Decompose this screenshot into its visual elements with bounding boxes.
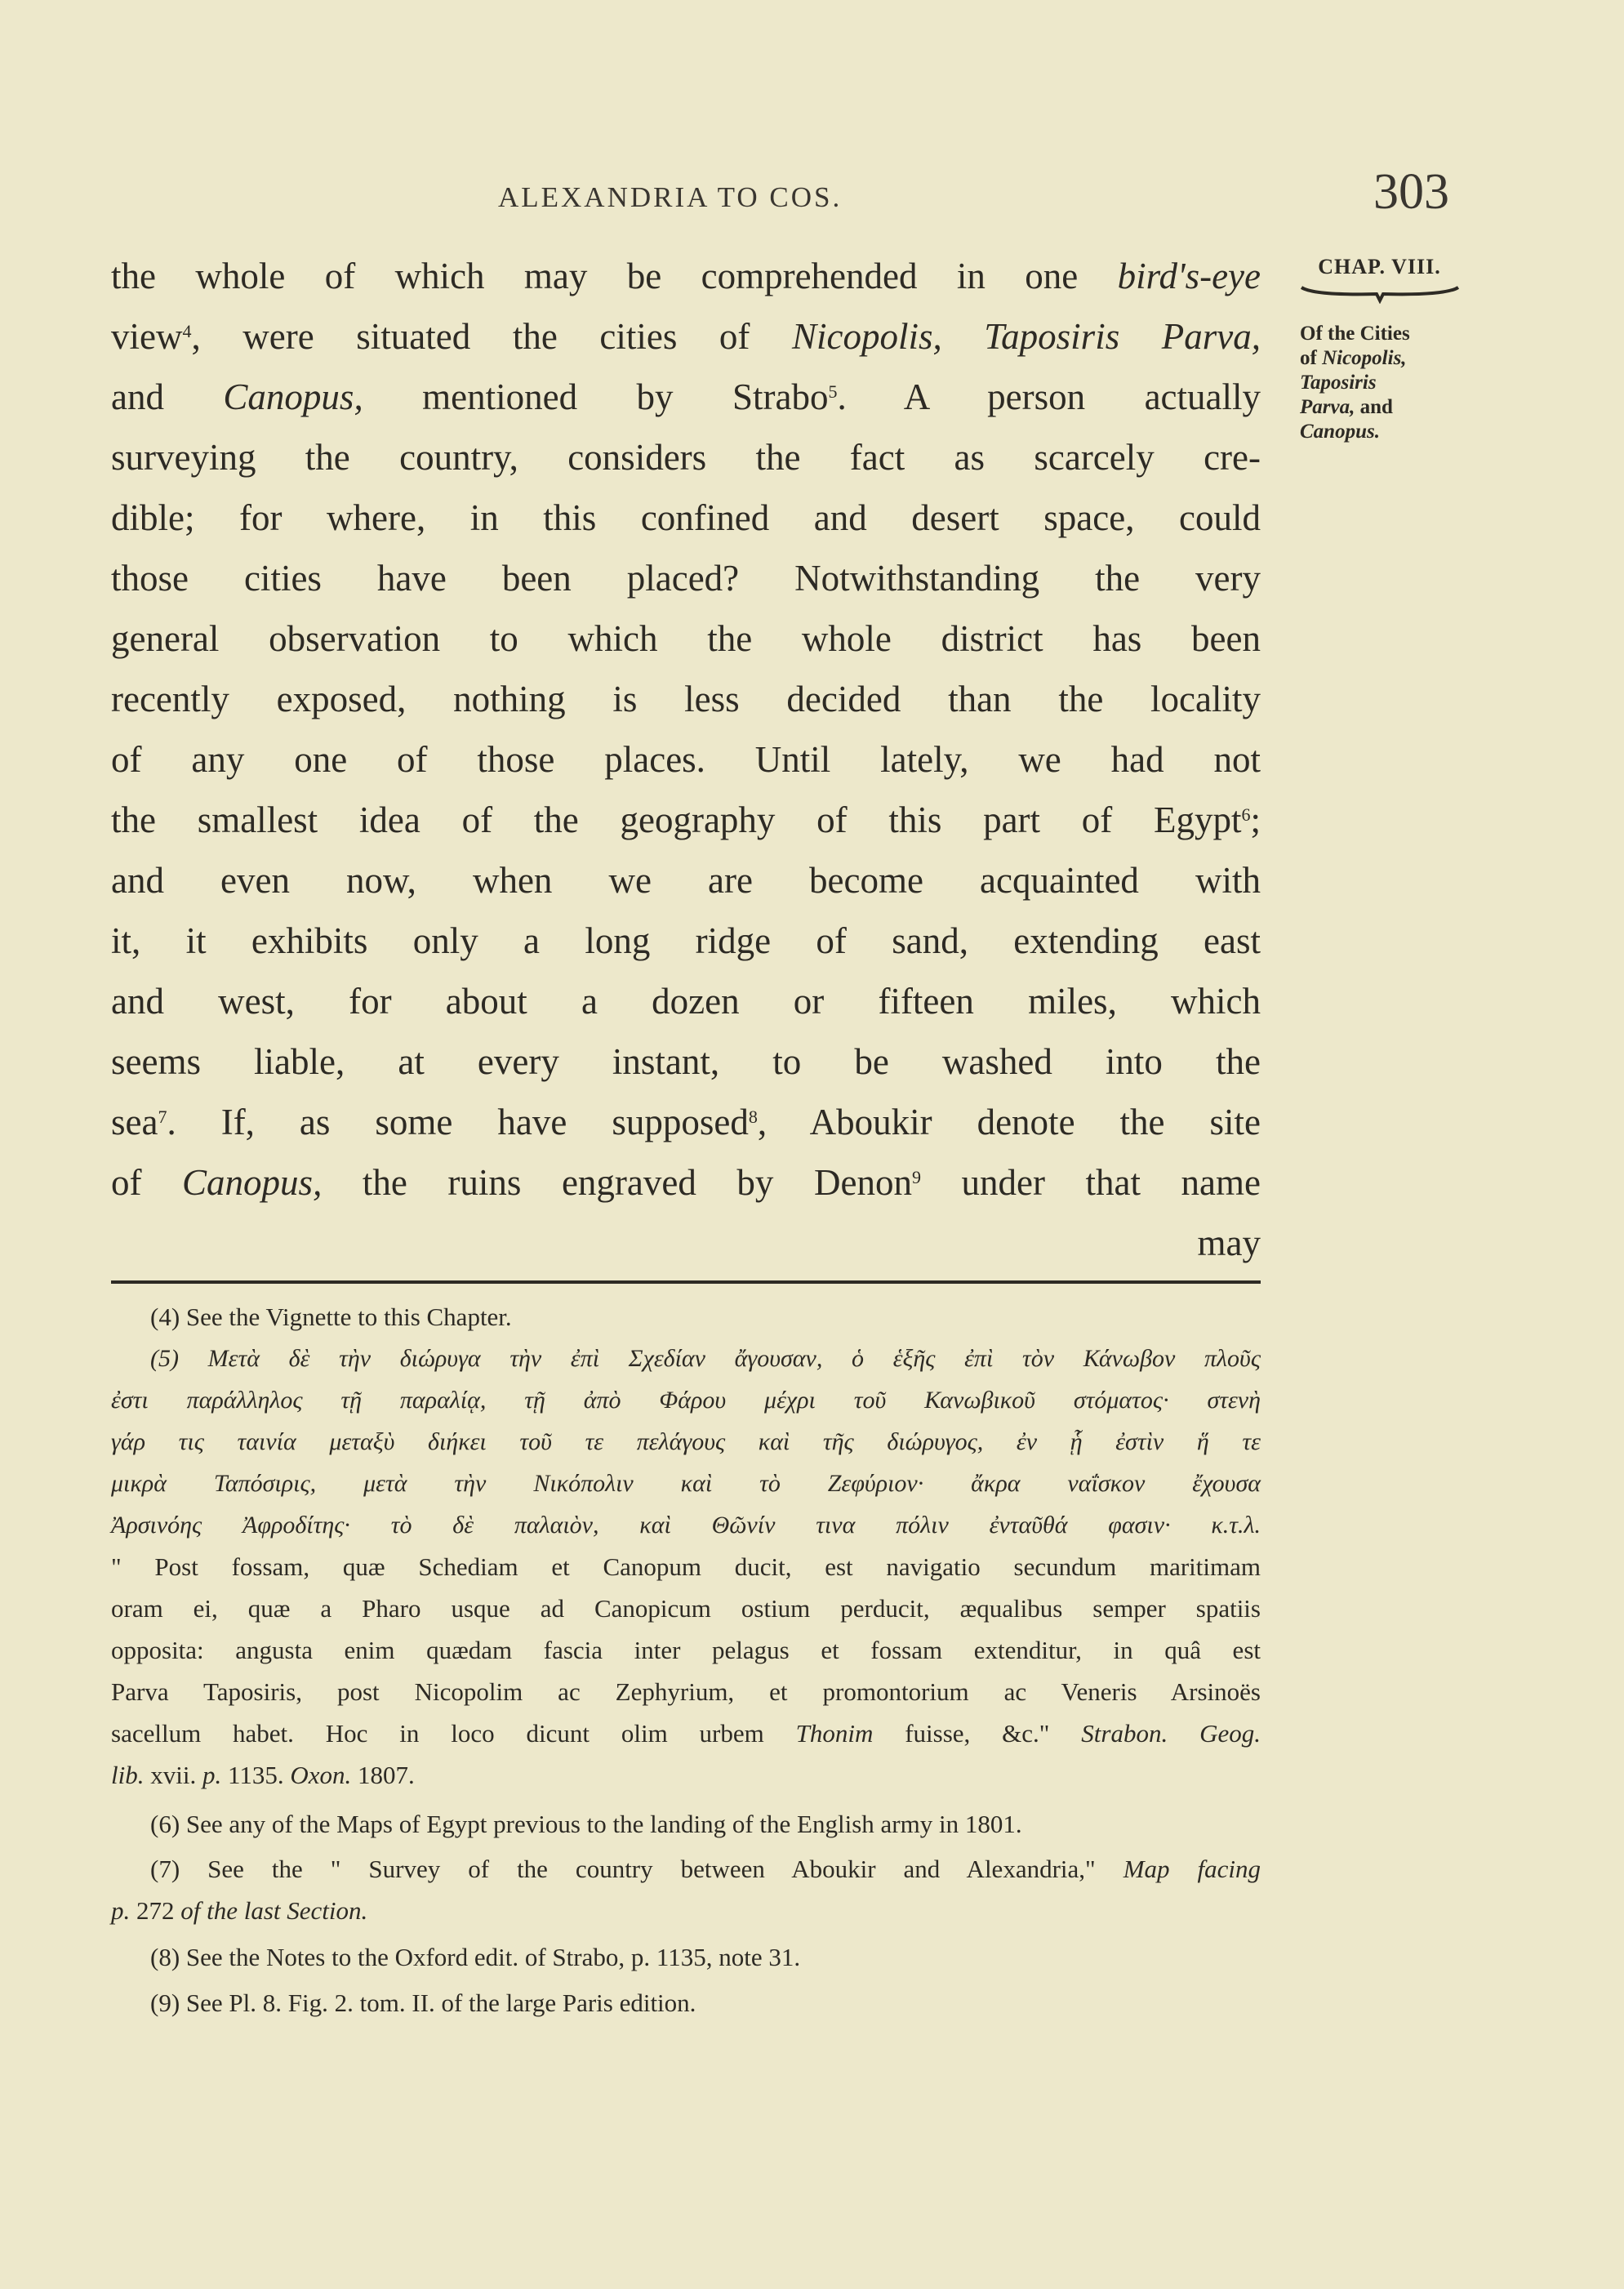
footnote-rule [111, 1280, 1261, 1284]
footnote-ref-9: 9 [911, 1167, 921, 1187]
footnote-ref-4: 4 [182, 321, 192, 341]
body-line-6: those cities have been placed? Notwithstanding the very [111, 558, 1261, 599]
footnote-ref-6: 6 [1241, 804, 1251, 825]
footnote-5-latin-6: lib. xvii. p. 1135. Oxon. 1807. [111, 1761, 415, 1789]
footnote-ref-7: 7 [158, 1107, 167, 1127]
body-line-14: seems liable, at every instant, to be washed into the [111, 1041, 1261, 1082]
footnote-ref-5: 5 [828, 381, 838, 402]
footnote-5-latin-5: sacellum habet. Hoc in loco dicunt olim urbem Thonim fuisse, &c." Strabon. Geog. [111, 1719, 1261, 1748]
footnote-5-latin-4: Parva Taposiris, post Nicopolim ac Zephyrium, et promontorium ac Veneris Arsinoës [111, 1677, 1261, 1706]
catchword: may [1197, 1222, 1261, 1263]
footnote-9: (9) See Pl. 8. Fig. 2. tom. II. of the large Paris edition. [150, 1988, 696, 2017]
page-number: 303 [1373, 164, 1449, 220]
footnote-5-latin-1: " Post fossam, quæ Schediam et Canopum ducit, est navigatio secundum maritimam [111, 1552, 1261, 1581]
footnote-7-cont: p. 272 of the last Section. [111, 1896, 368, 1925]
body-line-5: dible; for where, in this confined and desert space, could [111, 497, 1261, 538]
body-line-15: sea$^7$. If, as some have supposed$^8$, Aboukir denote the site [111, 1102, 1261, 1142]
footnote-8: (8) See the Notes to the Oxford edit. of Strabo, p. 1135, note 31. [150, 1943, 801, 1971]
body-line-8: recently exposed, nothing is less decided than the locality [111, 679, 1261, 719]
body-line-13: and west, for about a dozen or fifteen miles, which [111, 981, 1261, 1022]
footnote-4: (4) See the Vignette to this Chapter. [150, 1303, 512, 1331]
footnote-7: (7) See the " Survey of the country between Aboukir and Alexandria," Map facing [150, 1855, 1261, 1883]
footnote-5-greek-2: ἐστι παράλληλος τῇ παραλίᾳ, τῇ ἀπὸ Φάρου μέχρι τοῦ Κανωβικοῦ στόματος· στενὴ [111, 1387, 1261, 1414]
footnote-5-greek-1: (5) Μετὰ δὲ τὴν διώρυγα τὴν ἐπὶ Σχεδίαν ἄγουσαν, ὁ ἑξῆς ἐπὶ τὸν Κάνωβον πλοῦς [150, 1345, 1261, 1372]
chapter-marker: CHAP. VIII. [1318, 255, 1441, 278]
body-line-11: and even now, when we are become acquainted with [111, 860, 1261, 901]
footnote-ref-8: 8 [748, 1107, 758, 1127]
chapter-brace [1298, 283, 1462, 304]
running-title: ALEXANDRIA TO COS. [498, 181, 843, 213]
margin-note: Of the Cities of Nicopolis, Taposiris Parva, and Canopus. [1300, 323, 1410, 443]
footnote-5-greek-4: μικρὰ Ταπόσιρις, μετὰ τὴν Νικόπολιν καὶ τὸ Ζεφύριον· ἄκρα ναΐσκον ἔχουσα [111, 1470, 1261, 1497]
body-line-2: view$^4$, were situated the cities of Nicopolis, Taposiris Parva, [111, 316, 1261, 357]
body-line-3: and Canopus, mentioned by Strabo$^5$. A person actually [111, 376, 1261, 417]
body-line-10: the smallest idea of the geography of this part of Egypt$^6$; [111, 799, 1261, 840]
body-line-7: general observation to which the whole district has been [111, 618, 1261, 659]
body-line-1: the whole of which may be comprehended in one bird's-eye [111, 256, 1261, 296]
body-line-4: surveying the country, considers the fact as scarcely cre- [111, 437, 1261, 478]
body-line-9: of any one of those places. Until lately, we had not [111, 739, 1261, 780]
footnote-5-greek-5: Ἀρσινόης Ἀφροδίτης· τὸ δὲ παλαιὸν, καὶ Θῶνίν τινα πόλιν ἐνταῦθά φασιν· κ.τ.λ. [111, 1512, 1261, 1539]
body-line-12: it, it exhibits only a long ridge of sand, extending east [111, 920, 1261, 961]
footnote-6: (6) See any of the Maps of Egypt previous to the landing of the English army in 1801. [150, 1810, 1022, 1838]
footnote-5-latin-3: opposita: angusta enim quædam fascia inter pelagus et fossam extenditur, in quâ est [111, 1636, 1261, 1664]
body-line-16: of Canopus, the ruins engraved by Denon$^9$ under that name [111, 1162, 1261, 1203]
footnote-5-latin-2: oram ei, quæ a Pharo usque ad Canopicum ostium perducit, æqualibus semper spatiis [111, 1594, 1261, 1623]
footnote-5-greek-3: γάρ τις ταινία μεταξὺ διήκει τοῦ τε πελάγους καὶ τῆς διώρυγος, ἐν ᾗ ἐστὶν ἥ τε [111, 1428, 1261, 1455]
